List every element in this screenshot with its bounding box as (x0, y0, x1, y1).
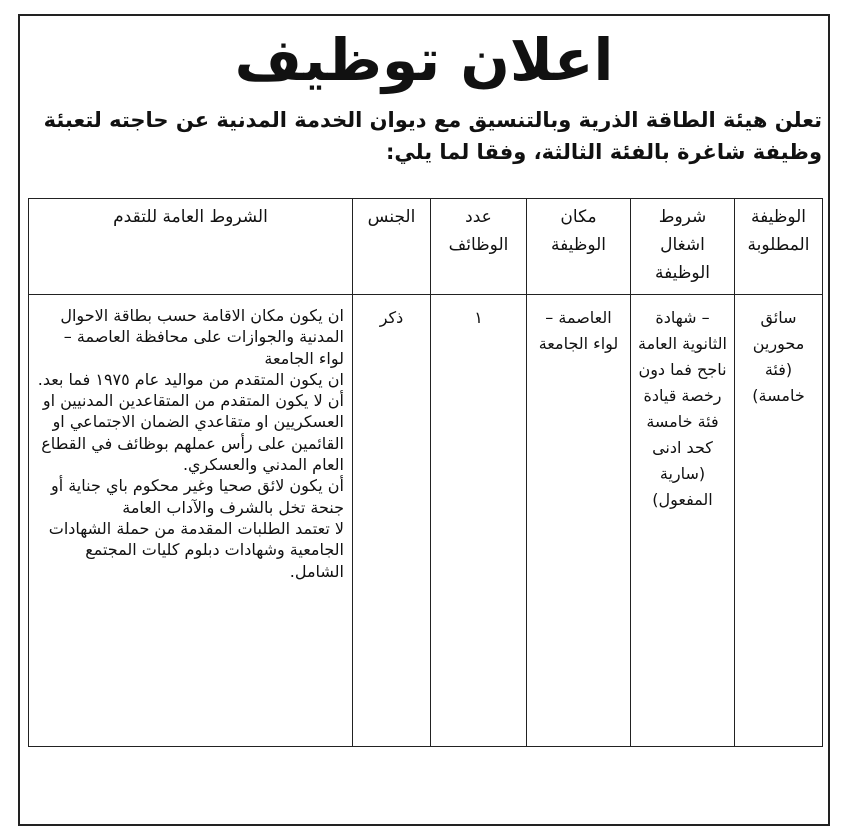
cell-location (527, 295, 631, 747)
header-count: عدد الوظائف (431, 199, 527, 295)
ad-intro: تعلن هيئة الطاقة الذرية وبالتنسيق مع ديوان الخدمة المدنية عن حاجته لتعبئة وظيفة شاغرة بالفئة الثالثة، وفقا لما يلي: (43, 108, 822, 164)
jobs-table (28, 198, 823, 747)
condition-item: لا تعتمد الطلبات المقدمة من حملة الشهادات الجامعية وشهادات دبلوم كليات المجتمع الشامل. (48, 518, 344, 581)
job-gender: ذكر (379, 308, 404, 327)
header-requirements: شروط اشغال الوظيفة (631, 199, 735, 295)
condition-item: أن لا يكون المتقدم من المتقاعدين المدنيين او العسكريين او متقاعدي الضمان الاجتماعي او القائمين على رأس عملهم بوظائف في القطاع العام المدني والعسكري. (41, 391, 344, 475)
condition-item: ان يكون مكان الاقامة حسب بطاقة الاحوال المدنية والجوازات على محافظة العاصمة – لواء الجامعة (60, 306, 344, 368)
ad-title: اعلان توظيف (234, 26, 614, 94)
job-location: العاصمة – لواء الجامعة (538, 308, 619, 353)
table-header-row (29, 199, 823, 295)
job-count: ١ (474, 308, 483, 327)
condition-item: ان يكون المتقدم من مواليد عام ١٩٧٥ فما بعد. (37, 369, 344, 389)
header-job: الوظيفة المطلوبة (735, 199, 823, 295)
cell-job (735, 295, 823, 747)
cell-requirements (631, 295, 735, 747)
job-title: سائق محورين (فئة خامسة) (752, 308, 805, 405)
cell-gender (353, 295, 431, 747)
header-location: مكان الوظيفة (527, 199, 631, 295)
condition-item: أن يكون لائق صحيا وغير محكوم باي جناية أو جنحة تخل بالشرف والآداب العامة (50, 476, 344, 517)
cell-conditions (29, 295, 353, 747)
table-row (29, 295, 823, 747)
cell-count (431, 295, 527, 747)
header-conditions: الشروط العامة للتقدم (29, 199, 353, 295)
job-requirements: – شهادة الثانوية العامة ناجح فما دون رخصة قيادة فئة خامسة كحد ادنى (سارية المفعول) (638, 308, 727, 509)
header-gender: الجنس (353, 199, 431, 295)
